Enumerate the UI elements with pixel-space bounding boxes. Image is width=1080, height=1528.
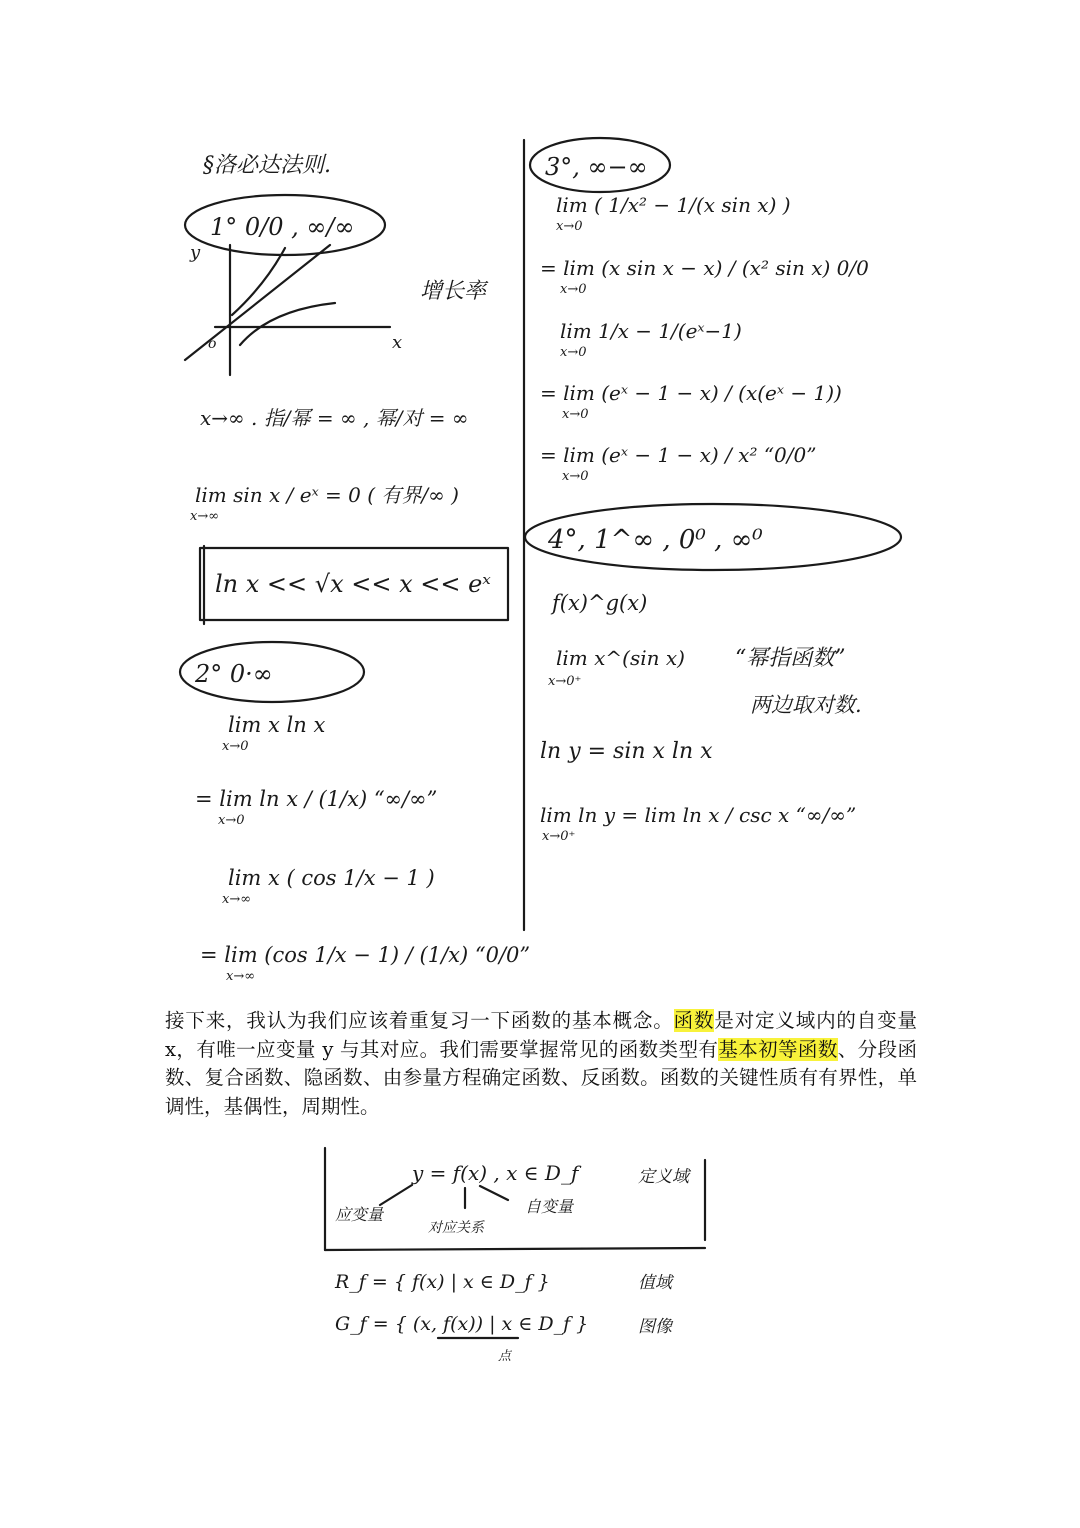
arrow-independent [480,1186,508,1200]
graph-linear-curve [185,245,330,360]
graph-y-label: y [190,242,201,263]
right-eq3: = lim (eˣ − 1 − x) / x² “0/0” [540,443,817,467]
growth-rate-note: 增长率 [420,279,487,304]
paragraph-part1: 接下来，我认为我们应该着重复习一下函数的基本概念。 [165,1009,674,1032]
right-lim3: lim x^(sin x) [556,646,685,670]
right-lim4: lim ln y = lim ln x / csc x “∞/∞” [540,803,857,827]
quote-note: “幂指函数” [735,646,846,671]
diagram-independent-label: 自变量 [525,1197,574,1216]
diagram-graph-label: 图像 [638,1317,672,1337]
paragraph-part3: 、分段函数、复合函数、隐函数、由参量方程确定函数、反函数。函数的关键性质有有界性，单调性，基偶性，周期性。 [165,1037,917,1118]
left-eq1: = lim ln x / (1/x) “∞/∞” [195,787,438,811]
diagram-graph-line: G_f = { (x, f(x)) | x ∈ D_f } [335,1313,589,1335]
ln-equation: ln y = sin x ln x [540,739,713,764]
graph-origin-label: o [208,336,217,352]
right-lim3-sub: x→0⁺ [548,674,582,689]
log-note: 两边取对数. [750,693,862,717]
right-lim1-sub: x→0 [556,219,583,234]
left-lim2: lim x ( cos 1/x − 1 ) [228,866,435,890]
highlight-elementary-functions: 基本初等函数 [718,1037,838,1061]
arrow-dependent [380,1185,412,1205]
diagram-dependent-label: 应变量 [335,1205,384,1224]
diagram-relation-label: 对应关系 [428,1220,484,1236]
lim-sin-line: lim sin x / eˣ = 0 ( 有界/∞ ) [195,483,459,507]
boxed-order-text: ln x << √x << x << eˣ [215,570,491,598]
paragraph-part2: 是对定义域内的自变量 x，有唯一应变量 y 与其对应。我们需要掌握常见的函数类型有 [165,1009,917,1061]
graph-x-label: x [392,332,403,353]
left-lim1: lim x ln x [228,713,326,737]
graph-log-curve [240,303,335,345]
case2-label: 2° 0·∞ [195,660,273,688]
right-lim2: lim 1/x − 1/(eˣ−1) [560,319,742,343]
function-concept-paragraph [165,1007,917,1121]
growth-graph [185,242,402,375]
diagram-formula: y = f(x) , x ∈ D_f [412,1161,579,1185]
function-definition-diagram [320,1140,720,1370]
left-eq2: = lim (cos 1/x − 1) / (1/x) “0/0” [200,943,531,967]
case1-label: 1° 0/0 , ∞/∞ [210,213,355,241]
diagram-domain-label: 定义域 [638,1167,689,1187]
power-form: f(x)^g(x) [552,591,648,615]
case3-label: 3°, ∞−∞ [545,153,648,181]
left-lim1-sub: x→0 [222,739,249,754]
right-lim4-sub: x→0⁺ [542,829,576,844]
right-eq3-sub: x→0 [562,469,589,484]
left-lim2-sub: x→∞ [222,892,252,907]
left-eq1-sub: x→0 [218,813,245,828]
graph-exp-curve [232,248,285,315]
right-eq2: = lim (eˣ − 1 − x) / (x(eˣ − 1)) [540,381,842,405]
highlight-function: 函数 [673,1009,715,1032]
diagram-range-label: 值域 [638,1273,672,1293]
lim-sin-sub: x→∞ [190,509,220,524]
right-eq1: = lim (x sin x − x) / (x² sin x) 0/0 [540,256,869,280]
right-eq1-sub: x→0 [560,282,587,297]
right-lim2-sub: x→0 [560,345,587,360]
order-line: x→∞ . 指/幂 = ∞ , 幂/对 = ∞ [200,406,469,430]
diagram-point-label: 点 [498,1349,512,1364]
heading-lhopital: §洛必达法则. [203,153,331,178]
case4-label: 4°, 1^∞ , 0⁰ , ∞⁰ [548,525,763,555]
right-eq2-sub: x→0 [562,407,589,422]
right-lim1: lim ( 1/x² − 1/(x sin x) ) [556,193,791,217]
diagram-bottom-border [325,1248,705,1250]
left-eq2-sub: x→∞ [226,969,256,984]
diagram-range-line: R_f = { f(x) | x ∈ D_f } [335,1271,550,1293]
